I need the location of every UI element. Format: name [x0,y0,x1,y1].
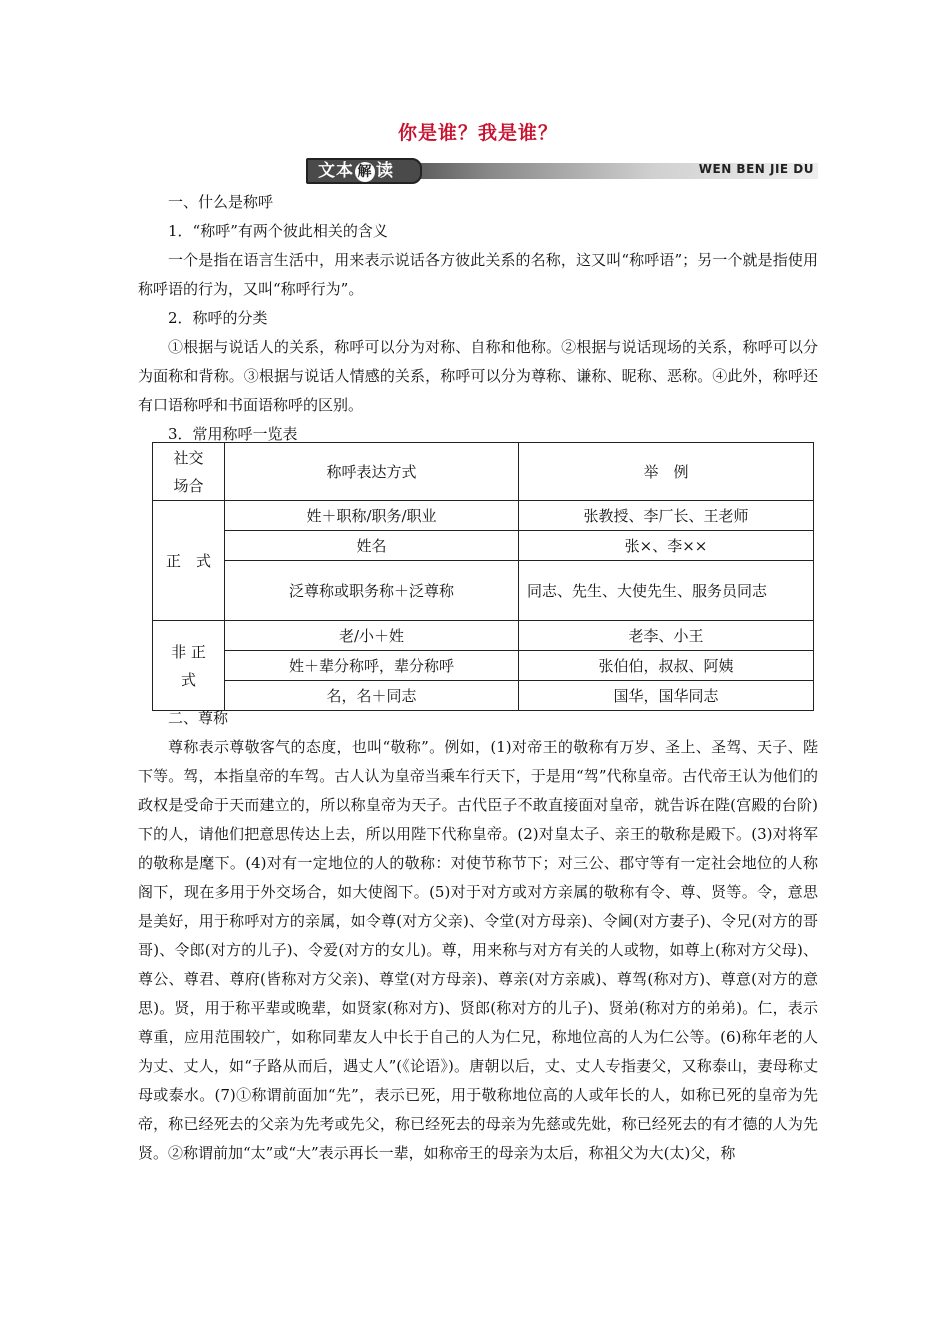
subheading-2: 2．称呼的分类 [168,309,268,327]
paragraph-2: ①根据与说话人的关系，称呼可以分为对称、自称和他称。②根据与说话现场的关系，称呼可以分为面称和背称。③根据与说话人情感的关系，称呼可以分为尊称、谦称、昵称、恶称。④此外，称呼还有口语称呼和书面语称呼的区别。 [138,338,818,414]
table-cell-formal: 正 式 [153,501,225,621]
table-cell-example: 张×、李×× [519,531,814,561]
table-row [153,651,814,681]
banner-english: WEN BEN JIE DU [698,162,814,176]
table-cell-informal: 非 正 式 [153,621,225,711]
table-row [153,501,814,531]
address-table [152,442,814,711]
table-cell-example: 国华，国华同志 [519,681,814,711]
section-one [138,188,818,449]
banner-text-b: 读 [376,161,394,181]
table-cell-way: 姓＋辈分称呼，辈分称呼 [225,651,519,681]
subheading-3: 3．常用称呼一览表 [168,425,298,443]
table-cell-way: 老/小＋姓 [225,621,519,651]
table-cell-example: 同志、先生、大使先生、服务员同志 [519,561,814,621]
table-row [153,531,814,561]
table-cell-example: 张教授、李厂长、王老师 [519,501,814,531]
banner-circle-char: 解 [355,162,375,182]
table-row [153,561,814,621]
paragraph-honorifics: 尊称表示尊敬客气的态度，也叫“敬称”。例如，(1)对帝王的敬称有万岁、圣上、圣驾、天子、陛下等。驾，本指皇帝的车驾。古人认为皇帝当乘车行天下，于是用“驾”代称皇帝。古代帝王认为他们的政权是受命于天而建立的，所以称皇帝为天子。古代臣子不敢直接面对皇帝，就告诉在陛(宫殿的台阶)下的人，请他们把意思传达上去，所以用陛下代称皇帝。(2)对皇太子、亲王的敬称是殿下。(3)对将军的敬称是麾下。(4)对有一定地位的人的敬称：对使节称节下；对三公、郡守等有一定社会地位的人称阁下，现在多用于外交场合，如大使阁下。(5)对于对方或对方亲属的敬称有令、尊、贤等。令，意思是美好，用于称呼对方的亲属，如令尊(对方父亲)、令堂(对方母亲)、令阃(对方妻子)、令兄(对方的哥哥)、令郎(对方的儿子)、令爱(对方的女儿)。尊，用来称与对方有关的人或物，如尊上(称对方父母)、尊公、尊君、尊府(皆称对方父亲)、尊堂(对方母亲)、尊亲(对方亲戚)、尊驾(称对方)、尊意(对方的意思)。贤，用于称平辈或晚辈，如贤家(称对方)、贤郎(称对方的儿子)、贤弟(称对方的弟弟)。仁，表示尊重，应用范围较广，如称同辈友人中长于自己的人为仁兄，称地位高的人为仁公等。(6)称年老的人为丈、丈人，如“子路从而后，遇丈人”(《论语》)。唐朝以后，丈、丈人专指妻父，又称泰山，妻母称丈母或泰水。(7)①称谓前面加“先”，表示已死，用于敬称地位高的人或年长的人，如称已死的皇帝为先帝，称已经死去的父亲为先考或先父，称已经死去的母亲为先慈或先妣，称已经死去的有才德的人为先贤。②称谓前加“太”或“大”表示再长一辈，如称帝王的母亲为太后，称祖父为大(太)父，称 [138,738,818,1162]
section-heading-2: 二、尊称 [168,709,229,727]
table-row [153,621,814,651]
section-heading-1: 一、什么是称呼 [168,193,274,211]
table-cell-way: 名，名＋同志 [225,681,519,711]
section-two [138,704,818,1168]
subheading-1: 1．“称呼”有两个彼此相关的含义 [168,222,388,240]
table-cell-way: 姓名 [225,531,519,561]
table-header-occasion: 社交场合 [153,443,225,501]
banner-tag [306,158,422,184]
paragraph-1: 一个是指在语言生活中，用来表示说话各方彼此关系的名称，这又叫“称呼语”；另一个就是指使用称呼语的行为，又叫“称呼行为”。 [138,251,818,298]
table-cell-example: 老李、小王 [519,621,814,651]
section-banner [306,158,818,184]
table-header-example: 举 例 [519,443,814,501]
table-cell-example: 张伯伯，叔叔、阿姨 [519,651,814,681]
table-cell-way: 泛尊称或职务称＋泛尊称 [225,561,519,621]
page-title: 你是谁？我是谁？ [397,122,558,144]
table-header-way: 称呼表达方式 [225,443,519,501]
table-header-row [153,443,814,501]
banner-text-a: 文本 [318,161,354,181]
table-cell-way: 姓＋职称/职务/职业 [225,501,519,531]
